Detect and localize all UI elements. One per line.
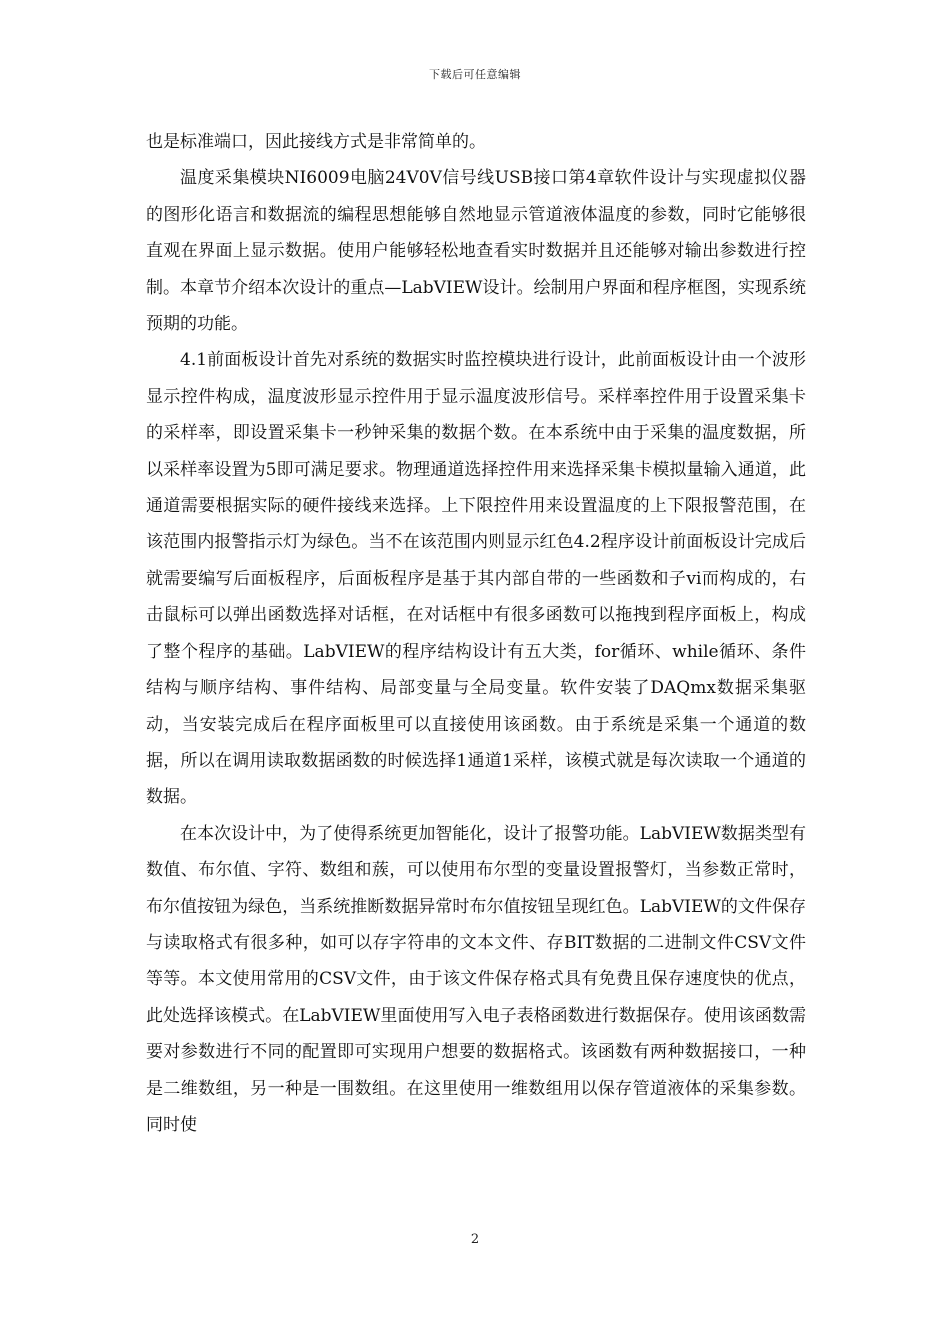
paragraph-2: 温度采集模块NI6009电脑24V0V信号线USB接口第4章软件设计与实现虚拟仪器的图形化语言和数据流的编程思想能够自然地显示管道液体温度的参数，同时它能够很直观在界面上显示数据。使用户能够轻松地查看实时数据并且还能够对输出参数进行控制。本章节介绍本次设计的重点—LabVIEW设计。绘制用户界面和程序框图，实现系统预期的功能。 [146, 168, 806, 335]
body-text [146, 124, 806, 1143]
page-number: 2 [470, 1232, 480, 1247]
paragraph-1: 也是标准端口，因此接线方式是非常简单的。 [146, 132, 486, 152]
paragraph-4: 在本次设计中，为了使得系统更加智能化，设计了报警功能。LabVIEW数据类型有数值、布尔值、字符、数组和蔟，可以使用布尔型的变量设置报警灯，当参数正常时，布尔值按钮为绿色，当系统推断数据异常时布尔值按钮呈现红色。LabVIEW的文件保存与读取格式有很多种，如可以存字符串的文本文件、存BIT数据的二进制文件CSV文件等等。本文使用常用的CSV文件，由于该文件保存格式具有免费且保存速度快的优点，此处选择该模式。在LabVIEW里面使用写入电子表格函数进行数据保存。使用该函数需要对参数进行不同的配置即可实现用户想要的数据格式。该函数有两种数据接口，一种是二维数组，另一种是一围数组。在这里使用一维数组用以保存管道液体的采集参数。同时使 [146, 823, 806, 1135]
page-header: 下载后可任意编辑 [429, 68, 521, 81]
paragraph-3: 4.1前面板设计首先对系统的数据实时监控模块进行设计，此前面板设计由一个波形显示控件构成，温度波形显示控件用于显示温度波形信号。采样率控件用于设置采集卡的采样率，即设置采集卡一秒钟采集的数据个数。在本系统中由于采集的温度数据，所以采样率设置为5即可满足要求。物理通道选择控件用来选择采集卡模拟量输入通道，此通道需要根据实际的硬件接线来选择。上下限控件用来设置温度的上下限报警范围，在该范围内报警指示灯为绿色。当不在该范围内则显示红色4.2程序设计前面板设计完成后就需要编写后面板程序，后面板程序是基于其内部自带的一些函数和子vi而构成的，右击鼠标可以弹出函数选择对话框，在对话框中有很多函数可以拖拽到程序面板上，构成了整个程序的基础。LabVIEW的程序结构设计有五大类，for循环、while循环、条件结构与顺序结构、事件结构、局部变量与全局变量。软件安装了DAQmx数据采集驱动，当安装完成后在程序面板里可以直接使用该函数。由于系统是采集一个通道的数据，所以在调用读取数据函数的时候选择1通道1采样，该模式就是每次读取一个通道的数据。 [146, 350, 806, 808]
